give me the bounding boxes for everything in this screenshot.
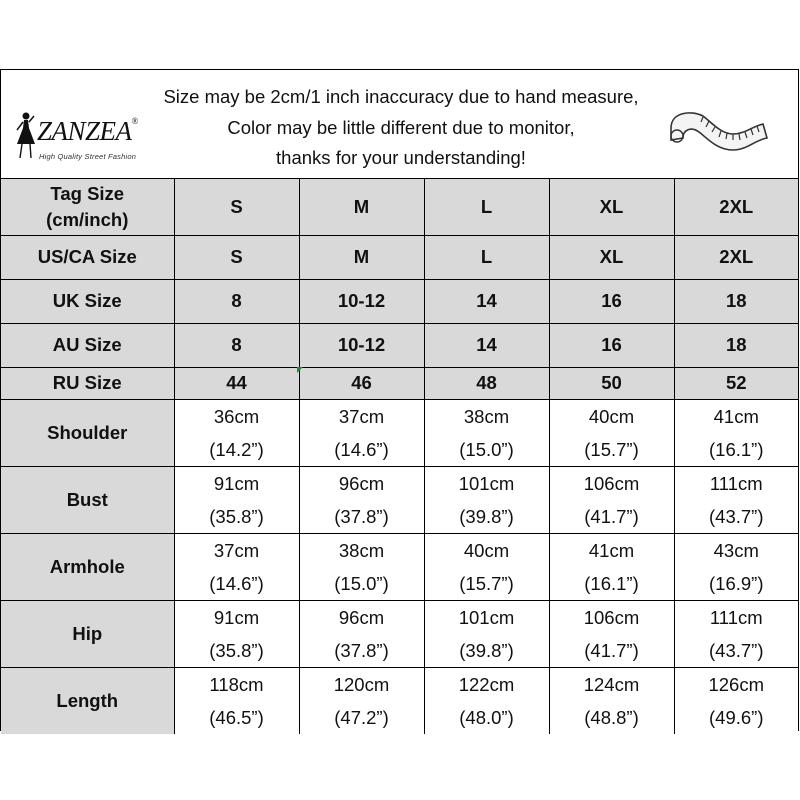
size-cell: S [174, 235, 299, 279]
row-label: UK Size [1, 279, 174, 323]
size-cell: 8 [174, 279, 299, 323]
measure-cell [549, 399, 674, 466]
cm-value: 111cm [709, 472, 763, 494]
cm-value: 36cm [213, 405, 260, 427]
size-chart-frame [0, 69, 799, 731]
measure-cell [299, 667, 424, 734]
size-cell: XL [549, 179, 674, 235]
measure-cell [549, 600, 674, 667]
cm-value: 41cm [588, 539, 635, 561]
cm-value: 91cm [213, 606, 260, 628]
inch-value: (35.8”) [209, 639, 264, 661]
row-label: Bust [1, 466, 174, 533]
measure-cell [674, 399, 798, 466]
size-cell: L [424, 179, 549, 235]
inch-value: (14.6”) [334, 438, 389, 460]
inch-value: (43.7”) [709, 639, 764, 661]
notice-line: Size may be 2cm/1 inch inaccuracy due to hand measure, [163, 86, 639, 107]
inch-value: (16.9”) [709, 572, 764, 594]
row-label: Shoulder [1, 399, 174, 466]
measure-cell [174, 399, 299, 466]
measure-cell [299, 533, 424, 600]
inch-value: (39.8”) [459, 505, 514, 527]
row-label: Armhole [1, 533, 174, 600]
size-cell: 10-12 [299, 279, 424, 323]
size-cell: 14 [424, 323, 549, 367]
cell-marker [297, 367, 303, 373]
row-label: RU Size [1, 367, 174, 399]
cm-value: 96cm [338, 606, 385, 628]
cm-value: 120cm [333, 673, 390, 695]
measure-cell [424, 533, 549, 600]
measure-cell [299, 399, 424, 466]
size-cell: 52 [674, 367, 798, 399]
measure-cell [299, 600, 424, 667]
size-row [1, 367, 798, 399]
row-label: US/CA Size [1, 235, 174, 279]
size-cell: 44 [174, 367, 299, 399]
measure-cell [174, 466, 299, 533]
inch-value: (15.0”) [459, 438, 514, 460]
notice-text [126, 82, 676, 174]
inch-value: (43.7”) [709, 505, 764, 527]
cm-value: 101cm [458, 472, 515, 494]
size-cell: S [174, 179, 299, 235]
inch-value: (48.8”) [584, 706, 639, 728]
size-cell: 10-12 [299, 323, 424, 367]
cm-value: 124cm [583, 673, 640, 695]
row-label: Hip [1, 600, 174, 667]
size-cell: M [299, 235, 424, 279]
brand-tagline: High Quality Street Fashion [39, 152, 137, 161]
cm-value: 41cm [713, 405, 759, 427]
measure-cell [549, 466, 674, 533]
cm-value: 37cm [338, 405, 385, 427]
measure-cell [549, 667, 674, 734]
size-cell: XL [549, 235, 674, 279]
measure-cell [174, 600, 299, 667]
inch-value: (15.7”) [584, 438, 639, 460]
measure-cell [424, 399, 549, 466]
measure-row [1, 466, 798, 533]
inch-value: (35.8”) [209, 505, 264, 527]
measure-cell [424, 466, 549, 533]
cm-value: 106cm [583, 472, 640, 494]
inch-value: (49.6”) [709, 706, 764, 728]
row-label: Length [1, 667, 174, 734]
size-cell: 16 [549, 323, 674, 367]
inch-value: (41.7”) [584, 505, 639, 527]
measuring-tape-icon [661, 100, 771, 160]
cm-value: 37cm [213, 539, 260, 561]
cm-value: 96cm [338, 472, 385, 494]
measure-cell [424, 600, 549, 667]
measure-cell [424, 667, 549, 734]
cm-value: 111cm [709, 606, 763, 628]
cm-value: 40cm [588, 405, 635, 427]
size-cell: 2XL [674, 179, 798, 235]
inch-value: (14.2”) [209, 438, 264, 460]
cm-value: 91cm [213, 472, 260, 494]
cm-value: 122cm [458, 673, 515, 695]
measure-row [1, 667, 798, 734]
inch-value: (16.1”) [709, 438, 764, 460]
measure-cell [549, 533, 674, 600]
notice-line: Color may be little different due to monitor, [227, 116, 575, 138]
size-cell: M [299, 179, 424, 235]
size-cell: 48 [424, 367, 549, 399]
inch-value: (48.0”) [459, 706, 514, 728]
cm-value: 38cm [463, 405, 510, 427]
measure-cell [674, 667, 798, 734]
inch-value: (15.0”) [334, 572, 389, 594]
measure-cell [674, 600, 798, 667]
notice-line: thanks for your understanding! [276, 147, 526, 168]
cm-value: 106cm [583, 606, 640, 628]
inch-value: (37.8”) [334, 639, 389, 661]
size-cell: 2XL [674, 235, 798, 279]
inch-value: (39.8”) [459, 639, 514, 661]
cm-value: 118cm [209, 673, 264, 695]
measure-cell [299, 466, 424, 533]
size-table [1, 179, 798, 734]
row-label: Tag Size (cm/inch) [1, 179, 174, 235]
size-cell: 18 [674, 323, 798, 367]
cm-value: 43cm [713, 539, 759, 561]
cm-value: 126cm [708, 673, 765, 695]
size-cell: 50 [549, 367, 674, 399]
size-cell: 8 [174, 323, 299, 367]
inch-value: (46.5”) [209, 706, 264, 728]
size-row [1, 279, 798, 323]
inch-value: (16.1”) [584, 572, 639, 594]
inch-value: (41.7”) [584, 639, 639, 661]
size-cell: 18 [674, 279, 798, 323]
size-row [1, 323, 798, 367]
measure-cell [174, 667, 299, 734]
brand-name: ZANZEA® [37, 116, 138, 146]
inch-value: (47.2”) [334, 706, 389, 728]
inch-value: (15.7”) [459, 572, 514, 594]
cm-value: 40cm [463, 539, 510, 561]
inch-value: (14.6”) [209, 572, 264, 594]
measure-row [1, 399, 798, 466]
chart-header [1, 70, 798, 179]
measure-cell [674, 533, 798, 600]
row-label: AU Size [1, 323, 174, 367]
measure-row [1, 533, 798, 600]
cm-value: 101cm [458, 606, 515, 628]
measure-cell [674, 466, 798, 533]
measure-row [1, 600, 798, 667]
measure-cell [174, 533, 299, 600]
size-row [1, 179, 798, 235]
cm-value: 38cm [338, 539, 385, 561]
size-cell: L [424, 235, 549, 279]
size-cell: 16 [549, 279, 674, 323]
size-row [1, 235, 798, 279]
size-cell: 14 [424, 279, 549, 323]
size-cell: 46 [299, 367, 424, 399]
inch-value: (37.8”) [334, 505, 389, 527]
